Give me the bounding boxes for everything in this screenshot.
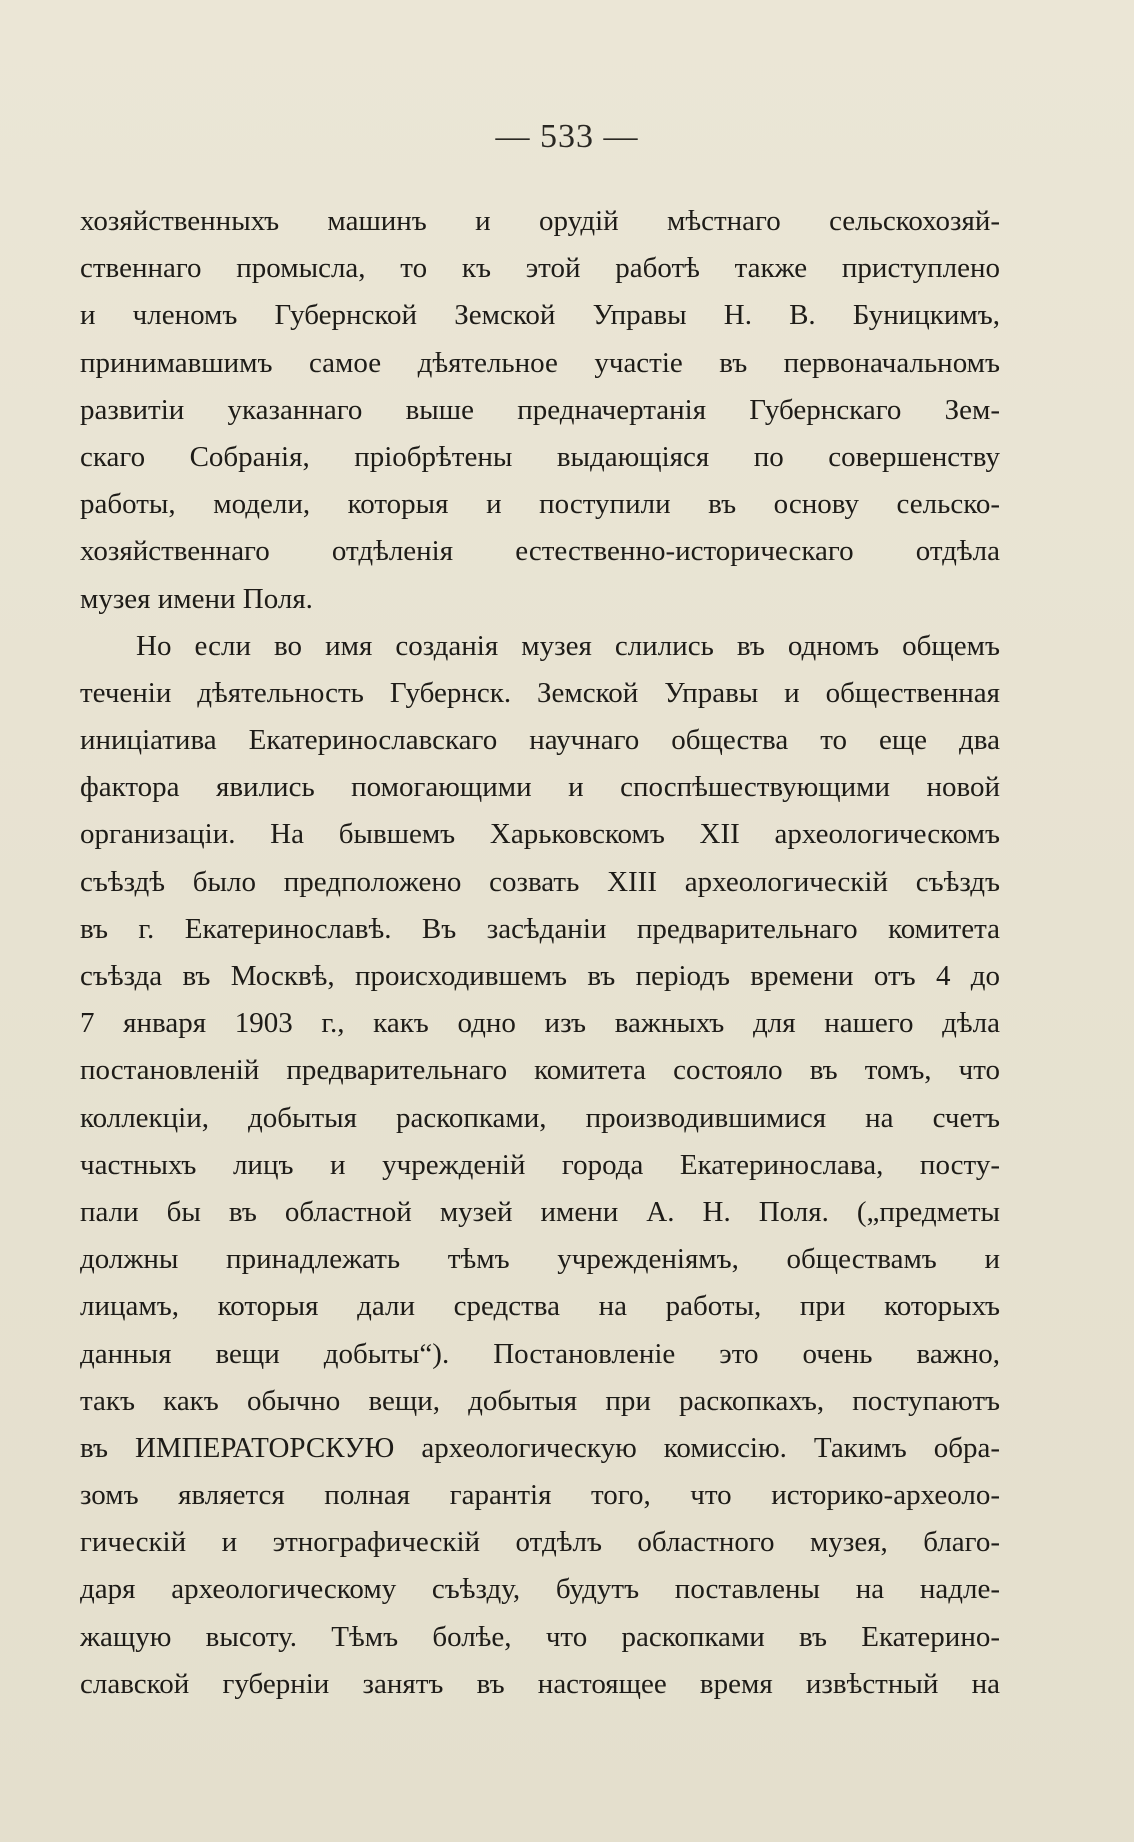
text-line: теченіи дѣятельность Губернск. Земской Управы и общественная: [80, 676, 1000, 709]
text-line: зомъ является полная гарантія того, что историко-археоло-: [80, 1479, 1000, 1512]
text-line: фактора явились помогающими и споспѣшествующими новой: [80, 771, 1000, 804]
text-line: ственнаго промысла, то къ этой работѣ также приступлено: [80, 252, 1000, 285]
text-line: съѣздѣ было предположено созвать XIII археологическій съѣздъ: [80, 865, 1000, 898]
text-line: даря археологическому съѣзду, будутъ поставлены на надле-: [80, 1573, 1000, 1606]
text-line: Но если во имя созданія музея слились въ одномъ общемъ: [136, 629, 1000, 662]
text-line: пали бы въ областной музей имени А. Н. Поля. („предметы: [80, 1195, 1000, 1228]
text-line: развитіи указаннаго выше предначертанія Губернскаго Зем-: [80, 393, 1000, 426]
text-line: 7 января 1903 г., какъ одно изъ важныхъ для нашего дѣла: [80, 1007, 1000, 1040]
text-line: музея имени Поля.: [80, 582, 313, 615]
text-line: славской губерніи занятъ въ настоящее время извѣстный на: [80, 1667, 1000, 1700]
text-line: въ г. Екатеринославѣ. Въ засѣданіи предварительнаго комитета: [80, 912, 1000, 945]
text-line: такъ какъ обычно вещи, добытыя при раскопкахъ, поступаютъ: [80, 1384, 1000, 1417]
text-line: принимавшимъ самое дѣятельное участіе въ первоначальномъ: [80, 346, 1000, 379]
text-line: лицамъ, которыя дали средства на работы, при которыхъ: [80, 1290, 1000, 1323]
text-line: и членомъ Губернской Земской Управы Н. В. Буницкимъ,: [80, 299, 1000, 332]
paragraph: [80, 198, 1000, 623]
body-text: [80, 198, 1000, 1708]
text-line: частныхъ лицъ и учрежденій города Екатеринослава, посту-: [80, 1148, 1000, 1181]
text-line: въ ИМПЕРАТОРСКУЮ археологическую комиссію. Такимъ обра-: [80, 1431, 1000, 1464]
text-line: съѣзда въ Москвѣ, происходившемъ въ періодъ времени отъ 4 до: [80, 960, 1000, 992]
text-line: жащую высоту. Тѣмъ болѣе, что раскопками въ Екатерино-: [80, 1620, 1000, 1653]
paragraph: [80, 623, 1000, 1708]
text-line: хозяйственныхъ машинъ и орудій мѣстнаго сельскохозяй-: [80, 205, 1000, 237]
text-line: данныя вещи добыты“). Постановленіе это очень важно,: [80, 1337, 1000, 1370]
page-number: — 533 —: [495, 118, 639, 155]
text-line: постановленій предварительнаго комитета состояло въ томъ, что: [80, 1054, 1000, 1087]
text-line: скаго Собранія, пріобрѣтены выдающіяся по совершенству: [80, 440, 1000, 473]
text-line: работы, модели, которыя и поступили въ основу сельско-: [80, 488, 1000, 521]
text-line: организаціи. На бывшемъ Харьковскомъ XII археологическомъ: [80, 818, 1000, 851]
text-line: должны принадлежать тѣмъ учрежденіямъ, обществамъ и: [80, 1243, 1000, 1276]
text-line: коллекціи, добытыя раскопками, производившимися на счетъ: [80, 1101, 1000, 1134]
text-line: хозяйственнаго отдѣленія естественно-историческаго отдѣла: [80, 535, 1000, 568]
text-line: гическій и этнографическій отдѣлъ областного музея, благо-: [80, 1526, 1000, 1559]
text-line: иниціатива Екатеринославскаго научнаго общества то еще два: [80, 724, 1000, 757]
